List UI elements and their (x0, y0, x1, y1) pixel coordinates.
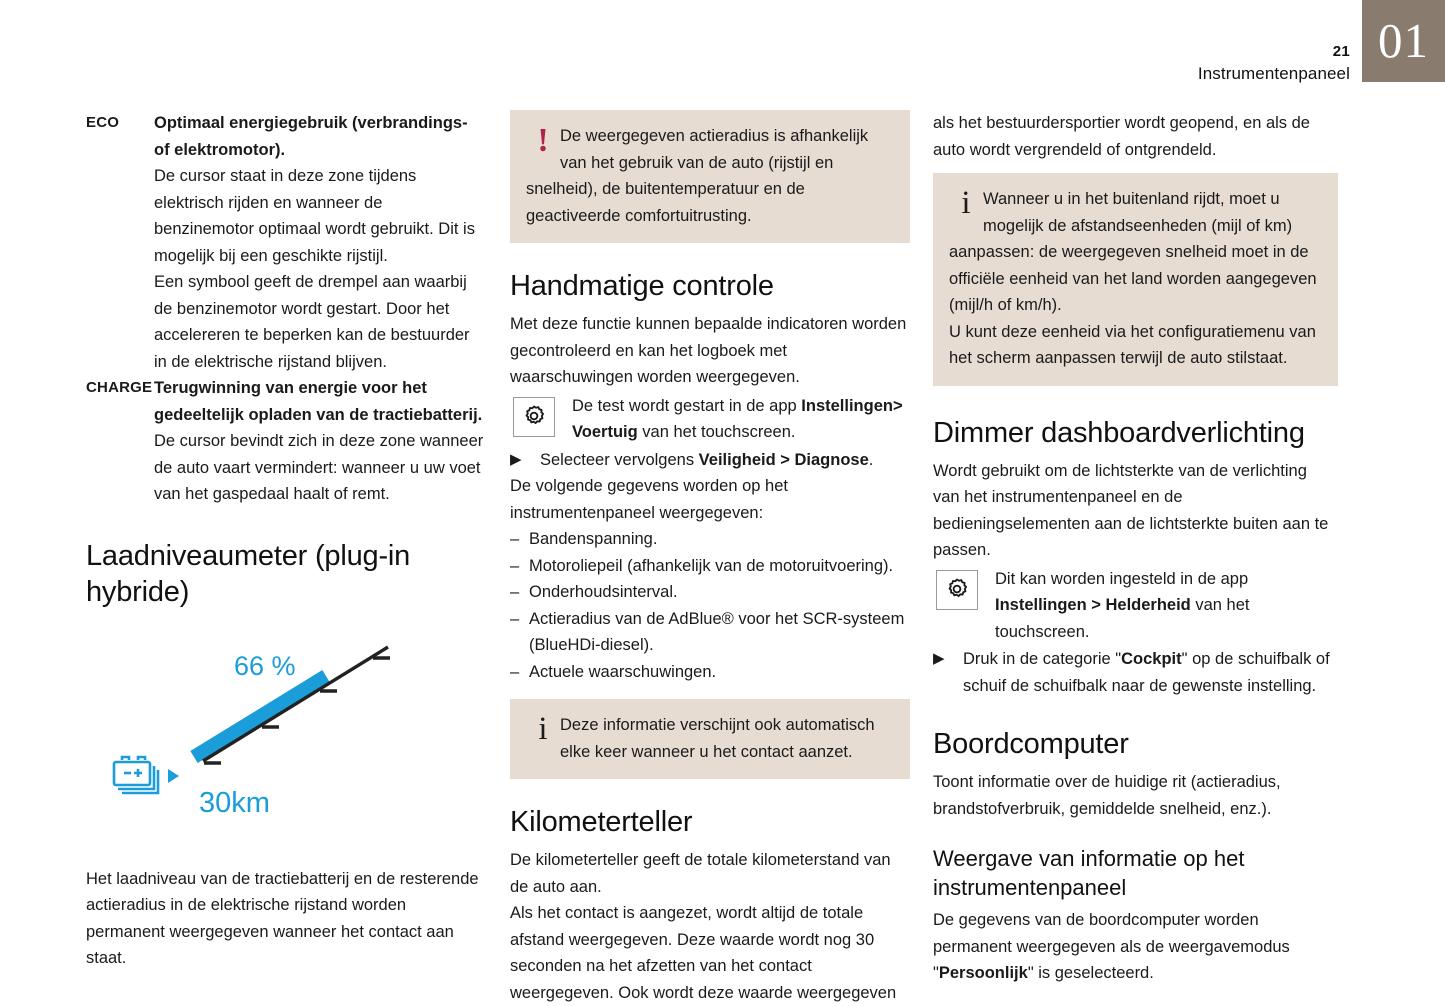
gear-callout-brightness (933, 566, 1338, 646)
gear-text-bold: Instellingen > Helderheid (995, 596, 1191, 614)
info-note-box-ignition (510, 699, 910, 779)
gear-text-before: Dit kan worden ingesteld in de app (995, 569, 1249, 588)
info-icon: i (538, 711, 548, 747)
chapter-number-badge: 01 (1362, 0, 1445, 82)
arrow-text-bold: Veiligheid > Diagnose (698, 450, 869, 469)
dash-bullet-icon: – (510, 609, 520, 628)
heading-manual-check: Handmatige controle (510, 270, 774, 302)
trip-computer-body: Toont informatie over de huidige rit (actieradius, brandstofverbruik, gemiddelde snelheid, enz.). (933, 773, 1281, 818)
definition-eco (86, 110, 486, 375)
info-note-text: Deze informatie verschijnt ook automatisch elke keer wanneer u het contact aanzet. (560, 716, 875, 761)
arrow-text-after: . (868, 450, 874, 469)
gear-icon (936, 570, 978, 610)
info-note-text-2: U kunt deze eenheid via het configuratiemenu van het scherm aanpassen terwijl de auto stilstaat. (949, 322, 1316, 367)
arrow-text-bold: Cockpit (1121, 650, 1182, 668)
continuation-text: als het bestuurdersportier wordt geopend, en als de auto wordt vergrendeld of ontgrendeld. (933, 114, 1310, 159)
info-note-text-1: Wanneer u in het buitenland rijdt, moet u mogelijk de afstandseenheden (mijl of km) aanpassen: de weergegeven snelheid moet in de officiële eenheid van het land worden aangegeven (mijl/h of km/h). (949, 190, 1317, 314)
list-item-label: Onderhoudsinterval. (529, 583, 678, 601)
list-item (510, 553, 910, 580)
arrow-text-after: " op de schuifbalk of schuif de schuifbalk naar de gewenste instelling. (963, 650, 1330, 695)
heading-dimmer: Dimmer dashboardverlichting (933, 416, 1305, 449)
warning-note-text: De weergegeven actieradius is afhankelijk van het gebruik van de auto (rijstijl en snelheid), de buitentemperatuur en de geactiveerde comfortuitrusting. (526, 127, 869, 225)
list-item (510, 606, 910, 659)
dash-bullet-icon: – (510, 583, 520, 601)
info-note-box-units (933, 173, 1338, 386)
arrow-text-before: Selecteer vervolgens (540, 450, 699, 469)
display-info-after: " is geselecteerd. (1027, 964, 1154, 982)
dash-bullet-icon: – (510, 530, 520, 548)
eco-title: Optimaal energiegebruik (verbrandings- of elektromotor). (154, 114, 468, 159)
list-item-label: Actieradius van de AdBlue® voor het SCR-systeem (BlueHDi-diesel). (529, 609, 905, 654)
eco-body-1: De cursor staat in deze zone tijdens elektrisch rijden en wanneer de benzinemotor optimaal wordt gebruikt. Dit is mogelijk bij een geschikte rijstijl. (154, 167, 475, 265)
play-triangle-icon (168, 769, 179, 783)
charge-level-gauge (86, 624, 486, 854)
left-column (86, 110, 486, 972)
gear-text-after: van het touchscreen. (995, 596, 1250, 641)
section-title: Instrumentenpaneel (1197, 64, 1350, 83)
definition-term-charge: CHARGE (86, 379, 153, 396)
page-header (0, 0, 1445, 95)
gear-callout-text (572, 393, 910, 446)
gear-text-bold: Instellingen> Voertuig (572, 396, 903, 441)
list-item-label: Bandenspanning. (529, 530, 658, 548)
definition-term-eco: ECO (86, 114, 120, 131)
gauge-percent-label: 66 % (234, 650, 296, 681)
eco-body-2: Een symbool geeft de drempel aan waarbij de benzinemotor wordt gestart. Door het accelereren te beperken kan de bestuurder in de elektrische rijstand blijven. (154, 273, 470, 371)
dash-bullet-icon: – (510, 556, 520, 575)
heading-display-info: Weergave van informatie op het instrumentenpaneel (933, 846, 1245, 900)
list-item-label: Motoroliepeil (afhankelijk van de motoruitvoering). (529, 556, 894, 575)
page-number: 21 (1332, 43, 1350, 60)
list-item-label: Actuele waarschuwingen. (529, 662, 717, 681)
battery-stack-icon (114, 757, 158, 793)
list-intro: De volgende gegevens worden op het instrumentenpaneel weergegeven: (510, 477, 788, 522)
info-icon: i (961, 185, 971, 221)
display-info-bold: Persoonlijk (938, 964, 1028, 982)
charge-title: Terugwinning van energie voor het gedeeltelijk opladen van de tractiebatterij. (154, 379, 483, 424)
gear-text-after: van het touchscreen. (637, 423, 796, 441)
middle-column (510, 110, 910, 1006)
arrow-item-diagnose (510, 447, 910, 474)
charge-level-body: Het laadniveau van de tractiebatterij en de resterende actieradius in de elektrische rijstand worden permanent weergegeven wanneer het contact aan staat. (86, 869, 479, 967)
display-info-before: De gegevens van de boordcomputer worden permanent weergegeven als de weergavemodus " (933, 911, 1290, 982)
gauge-fill-bar (194, 676, 326, 757)
definition-charge (86, 375, 486, 508)
exclamation-icon: ! (537, 122, 549, 159)
right-column (933, 110, 1338, 987)
display-info-body (933, 907, 1338, 987)
list-item (510, 579, 910, 606)
manual-check-body: Met deze functie kunnen bepaalde indicatoren worden gecontroleerd en kan het logboek met waarschuwingen worden weergegeven. (510, 315, 907, 386)
odometer-body-1: De kilometerteller geeft de totale kilometerstand van de auto aan. (510, 851, 891, 896)
list-item (510, 659, 910, 686)
heading-charge-level: Laadniveaumeter (plug-in hybride) (86, 539, 411, 608)
arrow-item-cockpit (933, 646, 1338, 699)
gear-callout-text (995, 566, 1338, 646)
gauge-range-label: 30km (199, 786, 270, 819)
heading-odometer: Kilometerteller (510, 806, 693, 838)
arrow-bullet-icon: ▶ (510, 450, 522, 468)
arrow-bullet-icon: ▶ (933, 650, 945, 667)
dimmer-body: Wordt gebruikt om de lichtsterkte van de verlichting van het instrumentenpaneel en de bedieningselementen aan de lichtsterkte buiten aan te passen. (933, 461, 1329, 559)
warning-note-box (510, 110, 910, 243)
gear-callout-diagnose (510, 393, 910, 446)
heading-trip-computer: Boordcomputer (933, 728, 1129, 760)
gear-text-before: De test wordt gestart in de app (572, 396, 802, 415)
charge-body-1: De cursor bevindt zich in deze zone wanneer de auto vaart vermindert: wanneer u uw voet van het gaspedaal haalt of remt. (154, 432, 484, 503)
odometer-body-2: Als het contact is aangezet, wordt altijd de totale afstand weergegeven. Deze waarde wordt nog 30 seconden na het afzetten van het contact weergegeven. Ook wordt deze waarde weergegeven (510, 904, 897, 1002)
arrow-text-before: Druk in de categorie " (963, 650, 1122, 668)
list-item (510, 526, 910, 553)
gear-icon (513, 397, 555, 437)
dash-bullet-icon: – (510, 662, 520, 681)
